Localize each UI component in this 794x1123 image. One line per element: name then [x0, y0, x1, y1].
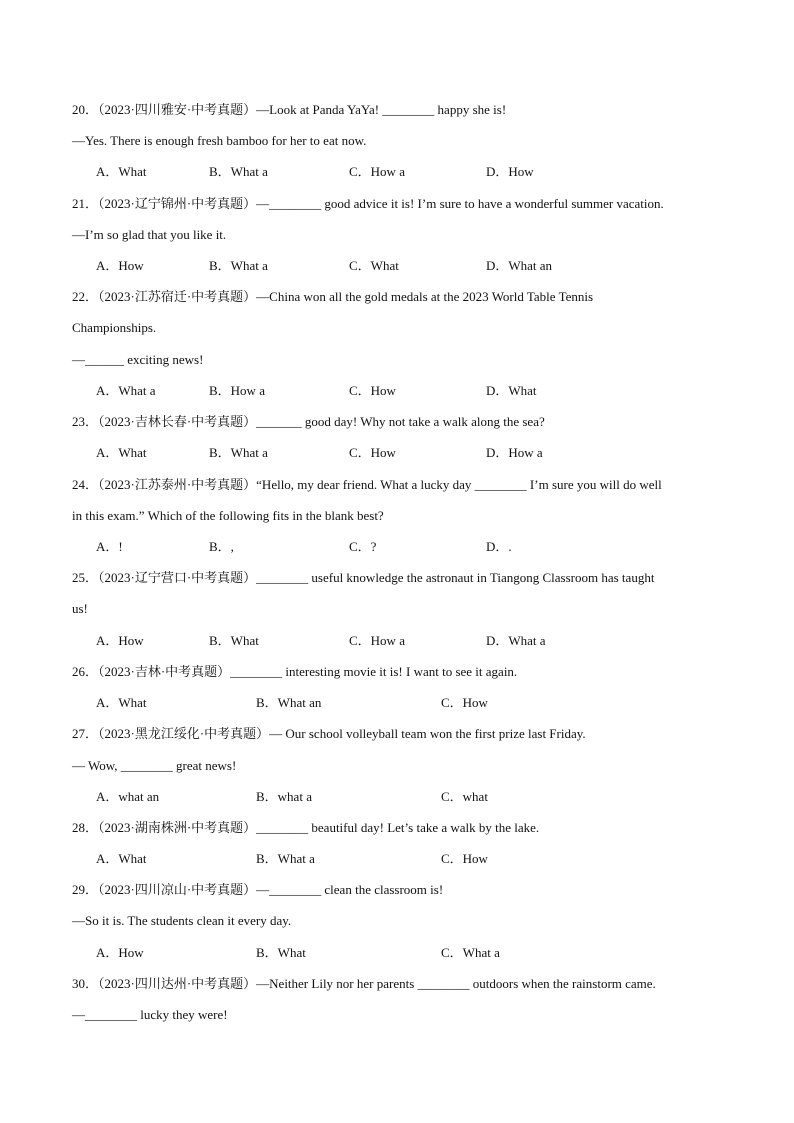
option-a: A．What: [96, 445, 147, 460]
question-23-line-1: 23．（2023·吉林长春·中考真题）_______ good day! Why not take a walk along the sea?: [72, 414, 545, 429]
question-26-line-1: 26．（2023·吉林·中考真题）________ interesting movie it is! I want to see it again.: [72, 664, 518, 679]
question-22-line-1: 22．（2023·江苏宿迁·中考真题）—China won all the gold medals at the 2023 World Table Tennis: [72, 289, 594, 304]
question-30-line-2: —________ lucky they were!: [72, 1007, 228, 1022]
option-d: D．How a: [486, 445, 543, 460]
option-a: A．What: [96, 164, 147, 179]
question-21-line-1: 21．（2023·辽宁锦州·中考真题）—________ good advice it is! I’m sure to have a wonderful summer vacation.: [72, 196, 664, 211]
question-26-options: [96, 693, 736, 713]
option-a: A．What: [96, 695, 147, 710]
option-d: D．What: [486, 383, 537, 398]
option-b: B．What an: [256, 695, 322, 710]
option-a: A．what an: [96, 789, 160, 804]
question-28-options: [96, 849, 736, 869]
question-25-line-1: 25．（2023·辽宁营口·中考真题）________ useful knowledge the astronaut in Tiangong Classroom has taught: [72, 570, 655, 585]
option-b: B．What a: [209, 164, 268, 179]
question-24-options: [96, 537, 736, 557]
option-c: C．What: [349, 258, 399, 273]
option-c: C．?: [349, 539, 377, 554]
option-a: A．How: [96, 945, 144, 960]
question-24-line-2: in this exam.” Which of the following fits in the blank best?: [72, 508, 384, 523]
question-20-options: [96, 162, 736, 182]
question-27-line-2: — Wow, ________ great news!: [72, 758, 237, 773]
option-c: C．How: [349, 383, 396, 398]
option-b: B．What a: [256, 851, 315, 866]
option-d: D．What an: [486, 258, 553, 273]
question-29-options: [96, 943, 736, 963]
option-c: C．what: [441, 789, 488, 804]
question-23-options: [96, 443, 736, 463]
question-21-options: [96, 256, 736, 276]
question-25-options: [96, 631, 736, 651]
option-c: C．How a: [349, 633, 405, 648]
option-d: D．How: [486, 164, 534, 179]
question-24-line-1: 24．（2023·江苏泰州·中考真题）“Hello, my dear friend. What a lucky day ________ I’m sure you will do well: [72, 477, 662, 492]
option-b: B．How a: [209, 383, 265, 398]
question-27-options: [96, 787, 736, 807]
option-c: C．How: [349, 445, 396, 460]
option-b: B．What: [256, 945, 306, 960]
option-c: C．How a: [349, 164, 405, 179]
question-20-line-1: 20．（2023·四川雅安·中考真题）—Look at Panda YaYa! ________ happy she is!: [72, 102, 507, 117]
option-c: C．What a: [441, 945, 500, 960]
question-21-line-2: —I’m so glad that you like it.: [72, 227, 227, 242]
question-22-options: [96, 381, 736, 401]
option-b: B．What a: [209, 258, 268, 273]
question-29-line-1: 29．（2023·四川凉山·中考真题）—________ clean the classroom is!: [72, 882, 444, 897]
option-a: A．What a: [96, 383, 156, 398]
option-a: A．!: [96, 539, 123, 554]
option-d: D．.: [486, 539, 512, 554]
option-d: D．What a: [486, 633, 546, 648]
option-b: B．What a: [209, 445, 268, 460]
option-a: A．How: [96, 633, 144, 648]
question-22-line-2: Championships.: [72, 320, 157, 335]
option-a: A．What: [96, 851, 147, 866]
option-c: C．How: [441, 695, 488, 710]
option-a: A．How: [96, 258, 144, 273]
question-29-line-2: —So it is. The students clean it every day.: [72, 913, 292, 928]
question-30-line-1: 30．（2023·四川达州·中考真题）—Neither Lily nor her parents ________ outdoors when the rainstorm came.: [72, 976, 656, 991]
question-22-line-3: —______ exciting news!: [72, 352, 204, 367]
question-27-line-1: 27．（2023·黑龙江绥化·中考真题）— Our school volleyball team won the first prize last Friday.: [72, 726, 586, 741]
question-20-line-2: —Yes. There is enough fresh bamboo for her to eat now.: [72, 133, 367, 148]
option-b: B．What: [209, 633, 259, 648]
option-b: B．what a: [256, 789, 312, 804]
option-b: B．,: [209, 539, 234, 554]
question-25-line-2: us!: [72, 601, 88, 616]
question-28-line-1: 28．（2023·湖南株洲·中考真题）________ beautiful day! Let’s take a walk by the lake.: [72, 820, 540, 835]
option-c: C．How: [441, 851, 488, 866]
